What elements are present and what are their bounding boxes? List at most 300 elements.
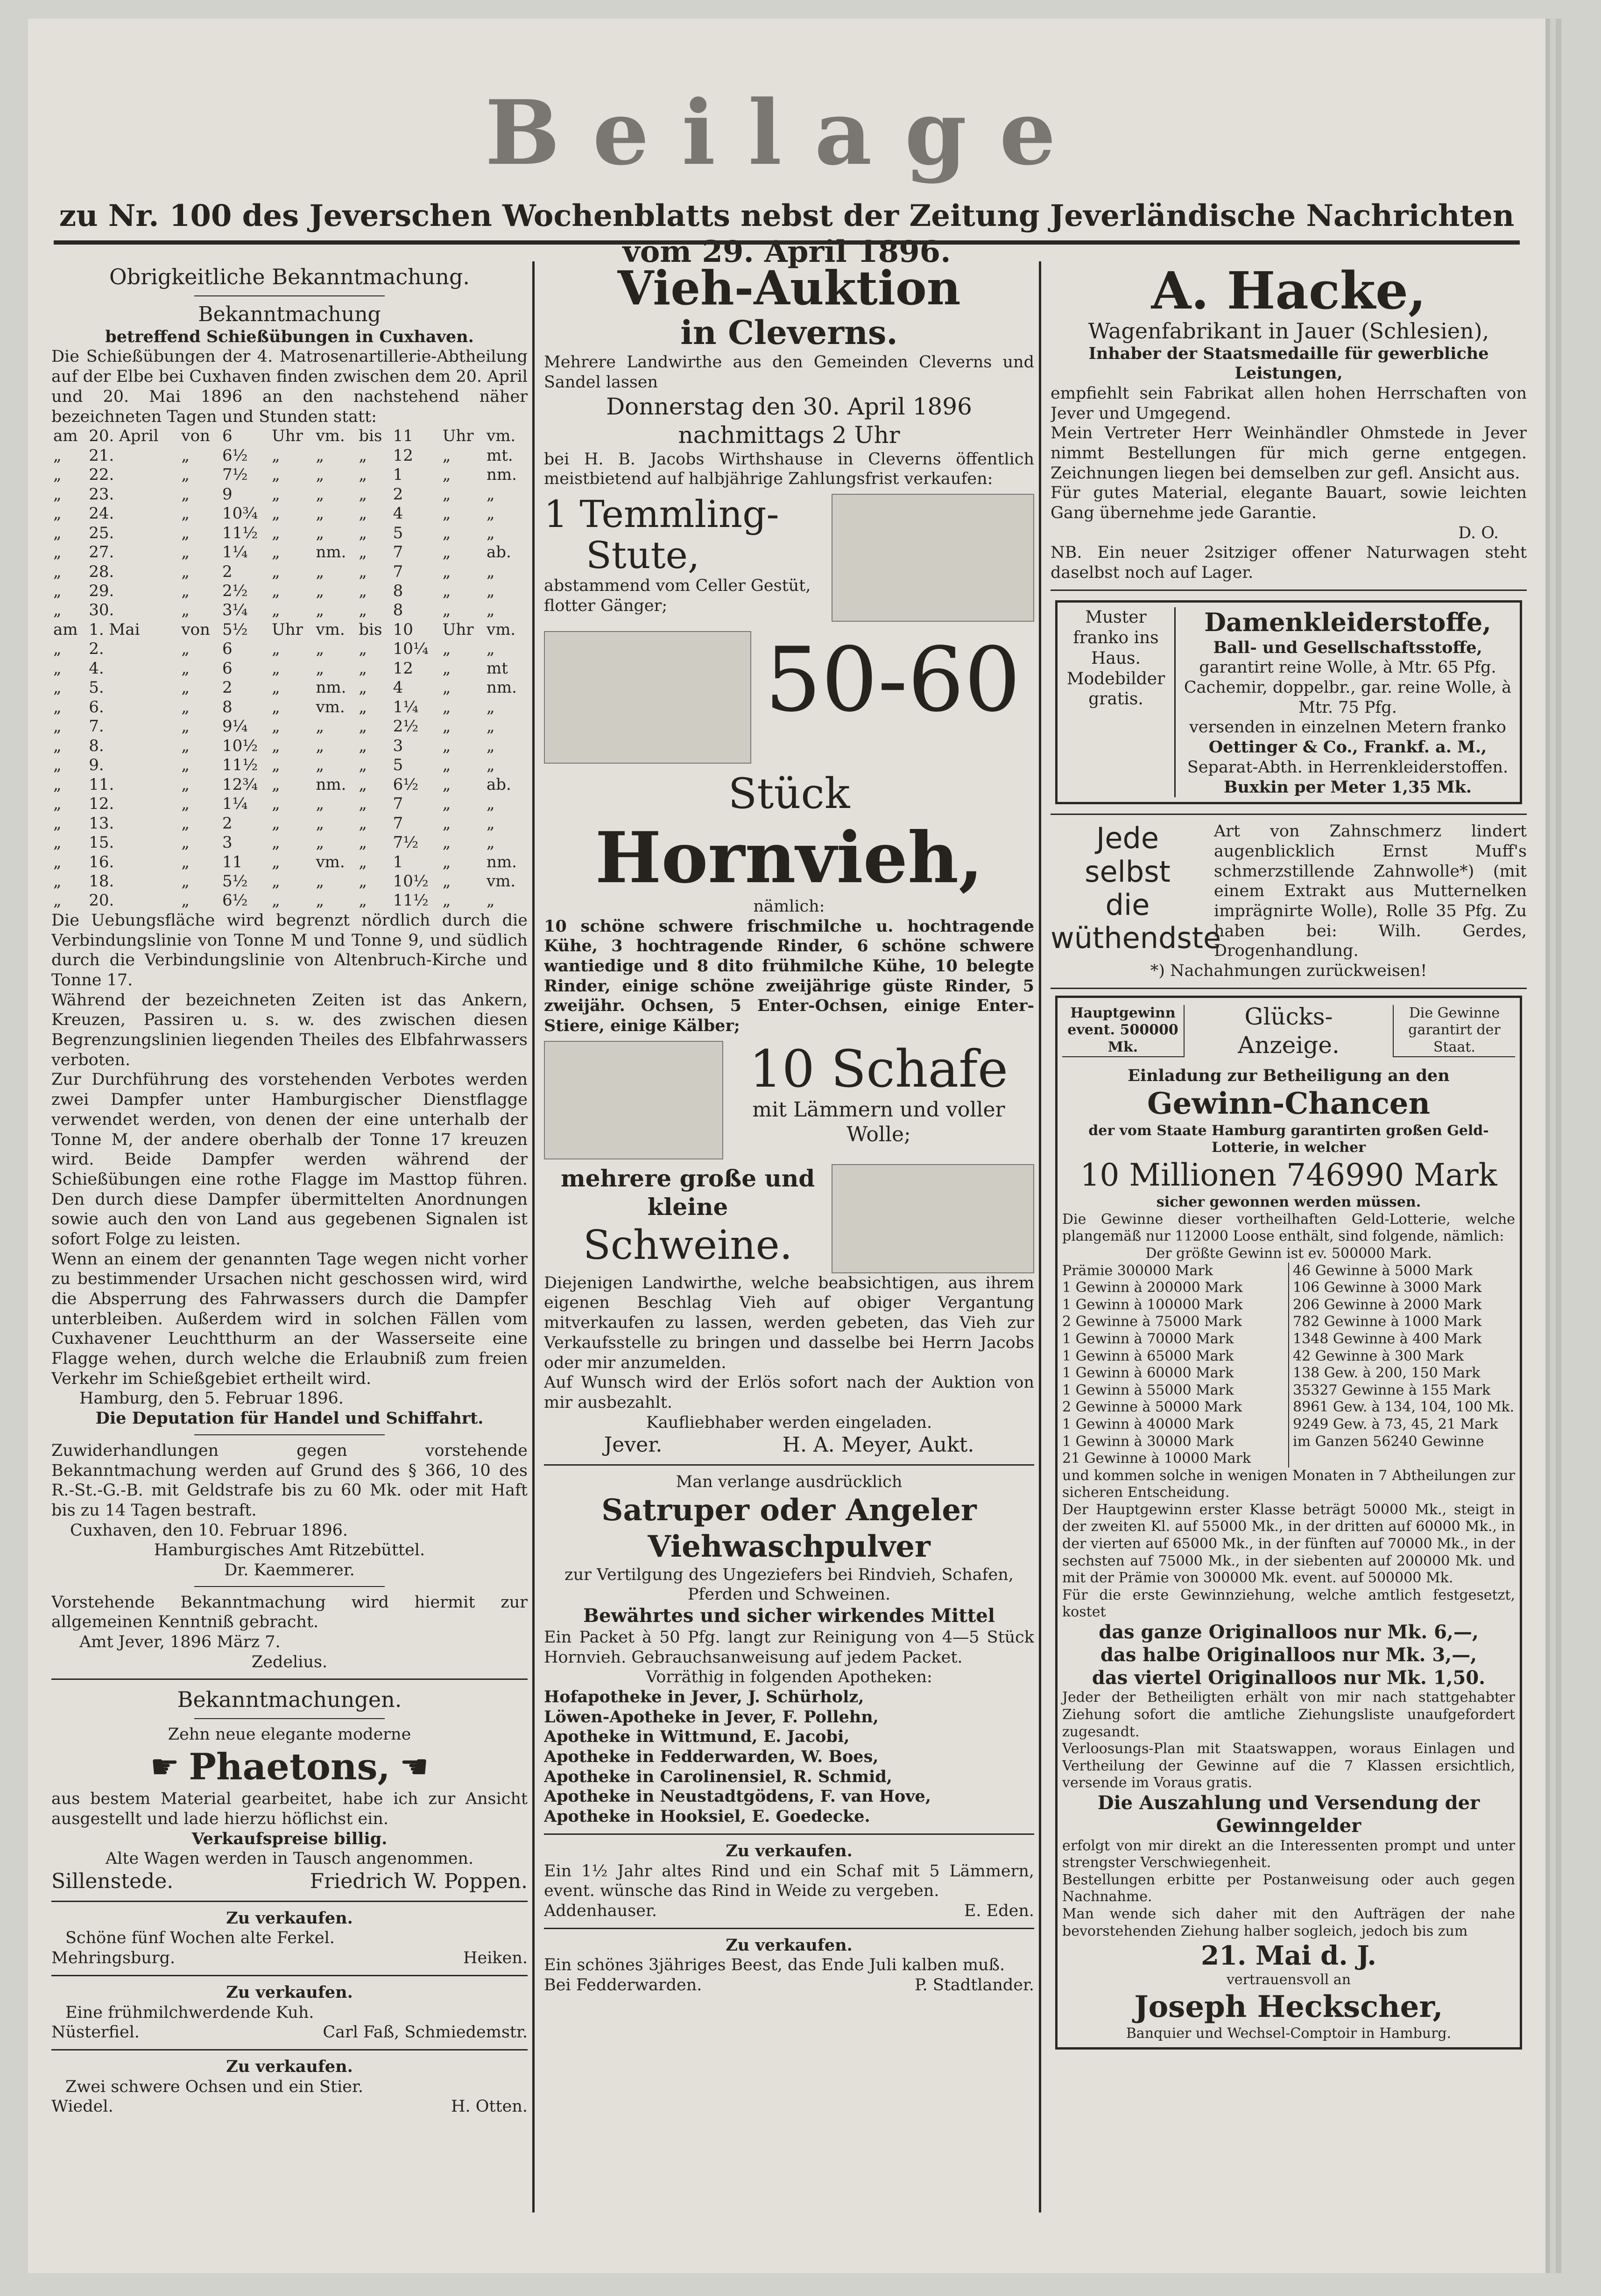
prize-row: 46 Gewinne à 5000 Mark	[1293, 1262, 1473, 1279]
schedule-cell: 10¾	[222, 504, 258, 523]
schedule-cell: „	[53, 639, 62, 659]
schedule-cell: „	[359, 891, 367, 910]
zahn-left-3: die	[1105, 887, 1150, 922]
schedule-cell: nm.	[316, 543, 346, 562]
schedule-cell: 7	[393, 814, 403, 833]
schedule-cell: 11½	[393, 891, 429, 910]
notice-para-5: Zuwiderhandlungen gegen vorstehende Bekanntmachung werden auf Grund des § 366, 10 des R.-St.-G.-B. mit Geldstrafe bis zu 60 Mk. oder mit Haft bis zu 14 Tagen bestraft.	[51, 1441, 528, 1520]
schedule-cell: 3	[393, 736, 403, 755]
schedule-cell: vm.	[486, 872, 516, 891]
zahn-left-1: Jede	[1096, 821, 1159, 856]
notice-date-2: Cuxhaven, den 10. Februar 1896.	[70, 1521, 348, 1540]
schedule-cell: „	[53, 523, 62, 542]
schedule-cell: 16.	[89, 852, 114, 871]
pharmacy-item: Apotheke in Neustadtgödens, F. van Hove,	[544, 1787, 931, 1806]
schedule-cell: 7½	[393, 833, 419, 852]
item1-c: abstammend vom Celler Gestüt, flotter Gänger;	[544, 576, 811, 615]
schedule-cell: „	[53, 581, 62, 600]
schedule-cell: „	[272, 601, 280, 620]
schedule-cell: 3¼	[222, 601, 248, 620]
lot-max: Der größte Gewinn ist ev. 500000 Mark.	[1145, 1245, 1432, 1262]
zahn-left-4: wüthendste	[1051, 921, 1221, 955]
schedule-cell: „	[53, 814, 62, 833]
schedule-row	[51, 678, 528, 697]
lot-p4: Für die erste Gewinnziehung, welche amtlich festgesetzt, kostet	[1062, 1587, 1515, 1621]
dk-text-5: Oettinger & Co., Frankf. a. M.,	[1208, 737, 1487, 757]
schedule-cell: „	[181, 697, 190, 716]
schedule-cell: „	[442, 601, 451, 620]
schedule-cell: nm.	[316, 678, 346, 697]
schedule-cell: 29.	[89, 581, 114, 600]
auction-intro: Mehrere Landwirthe aus den Gemeinden Cleverns und Sandel lassen	[544, 353, 1034, 392]
schedule-cell: „	[181, 639, 190, 659]
schedule-cell: „	[272, 504, 280, 523]
schedule-cell: 1	[393, 465, 403, 484]
schedule-cell: „	[181, 543, 190, 562]
schedule-table	[51, 427, 528, 911]
schedule-cell: 6½	[222, 446, 248, 465]
schedule-cell: „	[359, 659, 367, 678]
lottery-ad	[1055, 996, 1522, 2050]
toothache-ad	[1051, 822, 1527, 961]
schedule-cell: Uhr	[272, 620, 303, 639]
col2-sale2-place: Bei Fedderwarden.	[544, 1975, 702, 1994]
schedule-cell: „	[442, 891, 451, 910]
schedule-cell: „	[316, 465, 324, 484]
prize-row: 21 Gewinne à 10000 Mark	[1062, 1450, 1251, 1467]
schedule-cell: „	[359, 833, 367, 852]
schedule-cell: „	[53, 678, 62, 697]
sale3-name: H. Otten.	[451, 2097, 528, 2116]
lot-sure: sicher gewonnen werden müssen.	[1156, 1194, 1421, 1211]
schedule-cell: 8.	[89, 736, 104, 755]
schedule-cell: „	[53, 891, 62, 910]
schedule-cell: „	[316, 814, 324, 833]
schedule-cell: „	[181, 504, 190, 523]
schedule-cell: „	[53, 543, 62, 562]
schedule-cell: „	[53, 756, 62, 775]
item3-b: mit Lämmern und voller Wolle;	[752, 1097, 1005, 1147]
schedule-cell: „	[272, 775, 280, 794]
schedule-cell: „	[316, 891, 324, 910]
schedule-row	[51, 814, 528, 833]
schedule-cell: „	[272, 484, 280, 504]
schedule-row	[51, 872, 528, 891]
col2-sale1-name: E. Eden.	[964, 1901, 1034, 1920]
subtitle: zu Nr. 100 des Jeverschen Wochenblatts nebst der Zeitung Jeverländische Nachrichten vom 29. April 1896.	[59, 198, 1515, 269]
prize-row: 138 Gew. à 200, 150 Mark	[1293, 1365, 1481, 1382]
col2-sale2-name: P. Stadtlander.	[915, 1975, 1034, 1994]
schedule-cell: „	[272, 697, 280, 716]
item4-b: Schweine.	[583, 1222, 793, 1269]
sale1-head: Zu verkaufen.	[226, 1908, 353, 1928]
schedule-cell: nm.	[486, 852, 517, 871]
sale2-place: Nüsterfiel.	[51, 2023, 140, 2042]
schedule-cell: „	[181, 678, 190, 697]
schedule-cell: „	[53, 872, 62, 891]
lot-p1: Die Gewinne dieser vortheilhaften Geld-Lotterie, welche plangemäß nur 112000 Loose enthält, sind folgende, nämlich:	[1062, 1211, 1515, 1245]
powder-intro: Man verlange ausdrücklich	[676, 1472, 903, 1491]
schedule-cell: „	[272, 717, 280, 736]
auction-para-1: Diejenigen Landwirthe, welche beabsichtigen, aus ihrem eigenen Beschlag Vieh auf obiger Vergantung mitverkaufen zu lassen, werden gebeten, das Vieh zur Verkaufsstelle zu bringen und dasselbe bei Herrn Jacobs oder mir anzumelden.	[544, 1273, 1034, 1372]
schedule-cell: „	[359, 639, 367, 659]
schedule-cell: „	[442, 717, 451, 736]
schedule-cell: 12¾	[222, 775, 258, 794]
dk-text-1: Ball- und Gesellschaftsstoffe,	[1213, 638, 1482, 657]
schedule-cell: 4	[393, 504, 403, 523]
schedule-cell: 5	[393, 756, 403, 775]
schedule-row	[51, 543, 528, 562]
schedule-cell: „	[486, 601, 495, 620]
schedule-cell: „	[442, 775, 451, 794]
schedule-cell: „	[272, 872, 280, 891]
lot-name: Joseph Heckscher,	[1134, 1989, 1443, 2025]
schedule-cell: „	[181, 756, 190, 775]
schedule-cell: „	[442, 678, 451, 697]
schedule-cell: „	[359, 852, 367, 871]
pharmacy-item: Apotheke in Carolinensiel, R. Schmid,	[544, 1767, 892, 1786]
schedule-row	[51, 504, 528, 523]
item2-a: 50-60	[765, 628, 1021, 732]
lot-p3: Der Hauptgewinn erster Klasse beträgt 50000 Mk., steigt in der zweiten Kl. auf 55000 Mk., in der dritten auf 60000 Mk., in der vierten auf 65000 Mk., in der fünften auf 70000 Mk., in der sechsten auf 75000 Mk., in der siebenten auf 200000 Mk. und mit der Prämie von 300000 Mk. event. auf 500000 Mk.	[1062, 1501, 1515, 1587]
schedule-cell: „	[181, 891, 190, 910]
schedule-cell: „	[181, 581, 190, 600]
schedule-cell: 6½	[222, 891, 248, 910]
schedule-cell: ab.	[486, 543, 511, 562]
hacke-title: A. Hacke,	[1151, 264, 1426, 321]
schedule-cell: 5½	[222, 620, 248, 639]
lot-p7: erfolgt von mir direkt an die Interessenten prompt und unter strengster Verschwiegenheit.	[1062, 1837, 1515, 1871]
dk-text-2: garantirt reine Wolle, à Mtr. 65 Pfg.	[1199, 658, 1496, 677]
notice-sign-2: Hamburgisches Amt Ritzebüttel.	[154, 1541, 425, 1560]
prize-row: 35327 Gewinne à 155 Mark	[1293, 1382, 1491, 1398]
column-rule-1	[532, 261, 535, 2212]
pig-illustration	[832, 1164, 1034, 1273]
lot-h2: Die Auszahlung und Versendung der Gewinngelder	[1097, 1792, 1480, 1837]
prize-row: 1 Gewinn à 55000 Mark	[1062, 1382, 1234, 1398]
auction-title: Vieh-Auktion	[617, 264, 961, 316]
schedule-row	[51, 698, 528, 717]
sale1-text: Schöne fünf Wochen alte Ferkel.	[65, 1929, 335, 1948]
schedule-cell: „	[442, 543, 451, 562]
prize-table	[1062, 1263, 1515, 1467]
schedule-cell: „	[316, 756, 324, 775]
schedule-cell: „	[359, 736, 367, 755]
hacke-p2: Mein Vertreter Herr Weinhändler Ohmstede in Jever nimmt Bestellungen für mich gerne entgegen. Zeichnungen liegen bei demselben zur gefl. Ansicht aus.	[1051, 424, 1527, 483]
notice-sign-1: Die Deputation für Handel und Schiffahrt.	[95, 1409, 484, 1428]
schedule-cell: 5	[393, 523, 403, 542]
schedule-row	[51, 833, 528, 852]
notice-sign-3: Zedelius.	[251, 1652, 328, 1671]
schedule-row	[51, 639, 528, 659]
notice-para-6: Vorstehende Bekanntmachung wird hiermit zur allgemeinen Kenntniß gebracht.	[51, 1593, 528, 1632]
dk-text-7: Buxkin per Meter 1,35 Mk.	[1223, 777, 1472, 797]
schedule-cell: 7.	[89, 717, 104, 736]
schedule-row	[51, 446, 528, 465]
schedule-cell: 2.	[89, 639, 104, 659]
schedule-cell: „	[181, 814, 190, 833]
schedule-cell: „	[442, 794, 451, 814]
prize-row: 1348 Gewinne à 400 Mark	[1293, 1330, 1482, 1347]
schedule-cell: „	[359, 697, 367, 716]
pharmacy-list	[544, 1687, 1034, 1827]
schedule-cell: 11	[393, 427, 413, 446]
lot-p5: Jeder der Betheiligten erhält von mir nach stattgehabter Ziehung sofort die amtliche Ziehungsliste unaufgefordert zugesandt.	[1062, 1689, 1515, 1740]
schedule-cell: 10	[393, 620, 413, 639]
schedule-cell: Uhr	[272, 427, 303, 446]
schedule-cell: 6	[222, 639, 233, 659]
item2-b: Stück	[728, 769, 850, 819]
schedule-cell: „	[442, 504, 451, 523]
schedule-cell: „	[53, 852, 62, 871]
prize-row: 42 Gewinne à 300 Mark	[1293, 1348, 1464, 1364]
schedule-cell: 7½	[222, 465, 248, 484]
schedule-cell: „	[272, 833, 280, 852]
schedule-cell: 27.	[89, 543, 114, 562]
schedule-row	[51, 794, 528, 814]
schedule-cell: „	[272, 465, 280, 484]
item2-e: 10 schöne schwere frischmilche u. hochtragende Kühe, 3 hochtragende Rinder, 6 schöne schwere wantiedige und 8 dito frühmilche Kühe, 10 belegte Rinder, einige schöne zweijährige güste Rinder, 5 zweijähr. Ochsen, 5 Enter-Ochsen, einige Enter-Stiere, einige Kälber;	[544, 916, 1034, 1036]
horse-illustration	[832, 494, 1034, 622]
schedule-cell: „	[442, 484, 451, 504]
schedule-cell: „	[359, 562, 367, 581]
schedule-cell: 11½	[222, 756, 258, 775]
powder-title-2: Viehwaschpulver	[648, 1529, 931, 1564]
hacke-sign: D. O.	[1458, 523, 1499, 542]
schedule-cell: „	[359, 872, 367, 891]
schedule-cell: „	[442, 697, 451, 716]
schedule-cell: „	[272, 581, 280, 600]
schedule-cell: „	[442, 756, 451, 775]
schedule-cell: „	[442, 523, 451, 542]
schedule-cell: „	[442, 852, 451, 871]
lot-box-3: Die Gewinne garantirt der Staat.	[1393, 1005, 1515, 1057]
notice-subtitle: betreffend Schießübungen in Cuxhaven.	[105, 327, 474, 346]
schedule-cell: „	[53, 833, 62, 852]
schedule-cell: „	[53, 465, 62, 484]
hacke-award: Inhaber der Staatsmedaille für gewerbliche Leistungen,	[1088, 344, 1489, 383]
schedule-cell: „	[316, 562, 324, 581]
lot-box-2: Glücks-Anzeige.	[1238, 1003, 1340, 1059]
schedule-cell: 1¼	[393, 697, 419, 716]
powder-avail: Vorräthig in folgenden Apotheken:	[646, 1668, 932, 1687]
column-2	[544, 264, 1034, 2236]
schedule-cell: „	[272, 523, 280, 542]
auction-time: nachmittags 2 Uhr	[678, 421, 900, 449]
prize-row: 1 Gewinn à 60000 Mark	[1062, 1365, 1234, 1382]
schedule-cell: Uhr	[442, 427, 474, 446]
schedule-cell: vm.	[316, 697, 345, 716]
schedule-cell: „	[272, 543, 280, 562]
schedule-cell: „	[53, 601, 62, 620]
lot-invitation: Einladung zur Betheiligung an den	[1128, 1066, 1450, 1085]
schedule-cell: „	[53, 697, 62, 716]
schedule-cell: 2½	[222, 581, 248, 600]
lot-trust: vertrauensvoll an	[1226, 1972, 1351, 1988]
schedule-row	[51, 775, 528, 794]
cow-illustration	[544, 631, 751, 764]
schedule-cell: „	[442, 639, 451, 659]
prize-row: 1 Gewinn à 65000 Mark	[1062, 1348, 1234, 1364]
schedule-cell: „	[486, 697, 495, 716]
schedule-cell: „	[272, 678, 280, 697]
schedule-row	[51, 427, 528, 446]
schedule-cell: „	[53, 659, 62, 678]
schedule-cell: „	[272, 736, 280, 755]
schedule-cell: 8	[222, 697, 233, 716]
schedule-cell: 18.	[89, 872, 114, 891]
column-1	[51, 264, 528, 2236]
dk-text-6: Separat-Abth. in Herrenkleiderstoffen.	[1187, 758, 1509, 777]
hacke-sub: Wagenfabrikant in Jauer (Schlesien),	[1088, 318, 1489, 344]
phaetons-title: Phaetons,	[189, 1746, 390, 1789]
item4-a: mehrere große und kleine	[560, 1164, 815, 1221]
schedule-cell: „	[486, 523, 495, 542]
pointing-hand-right-icon: ☚	[399, 1748, 429, 1786]
schedule-cell: „	[486, 814, 495, 833]
schedule-cell: 2	[222, 814, 233, 833]
dk-title: Damenkleiderstoffe,	[1204, 607, 1491, 637]
schedule-cell: 9¼	[222, 717, 248, 736]
schedule-cell: von	[181, 620, 210, 639]
phaetons-note: Alte Wagen werden in Tausch angenommen.	[105, 1849, 474, 1868]
notice-date-3: Amt Jever, 1896 März 7.	[79, 1633, 281, 1651]
schedule-cell: „	[272, 659, 280, 678]
prize-row: Prämie 300000 Mark	[1062, 1262, 1213, 1279]
schedule-cell: „	[181, 852, 190, 871]
schedule-cell: „	[359, 543, 367, 562]
pointing-hand-left-icon: ☛	[150, 1748, 180, 1786]
schedule-cell: 9	[222, 484, 233, 504]
schedule-row	[51, 562, 528, 582]
item1-b: Stute,	[586, 534, 700, 577]
schedule-cell: „	[442, 446, 451, 465]
schedule-cell: 24.	[89, 504, 114, 523]
schedule-row	[51, 853, 528, 872]
schedule-cell: „	[316, 523, 324, 542]
schedule-cell: vm.	[486, 427, 516, 446]
schedule-cell: „	[316, 504, 324, 523]
schedule-cell: mt	[486, 659, 508, 678]
phaetons-place: Sillenstede.	[51, 1869, 174, 1894]
schedule-cell: „	[53, 484, 62, 504]
notice-para-2: Während der bezeichneten Zeiten ist das Ankern, Kreuzen, Passiren u. s. w. des zwischen diesen Begrenzungslinien liegenden Theiles des Elbfahrwassers verboten.	[51, 990, 528, 1069]
schedule-row	[51, 756, 528, 775]
prize-row: 1 Gewinn à 70000 Mark	[1062, 1330, 1234, 1347]
schedule-cell: ab.	[486, 775, 511, 794]
schedule-cell: „	[442, 872, 451, 891]
sale3-place: Wiedel.	[51, 2097, 113, 2116]
prize-row: 206 Gewinne à 2000 Mark	[1293, 1296, 1482, 1313]
lot-amount: 10 Millionen 746990 Mark	[1080, 1157, 1497, 1193]
schedule-cell: „	[359, 446, 367, 465]
schedule-row	[51, 601, 528, 620]
schedule-cell: „	[316, 794, 324, 814]
hacke-nb: NB. Ein neuer 2sitziger offener Naturwagen steht daselbst noch auf Lager.	[1051, 543, 1527, 583]
lot-price-3: das viertel Originalloos nur Mk. 1,50.	[1092, 1666, 1486, 1689]
schedule-cell: „	[359, 756, 367, 775]
schedule-cell: von	[181, 427, 210, 446]
schedule-cell: 8	[393, 601, 403, 620]
schedule-cell: Uhr	[442, 620, 474, 639]
schedule-cell: „	[359, 814, 367, 833]
prize-row: 782 Gewinne à 1000 Mark	[1293, 1313, 1482, 1330]
schedule-cell: „	[316, 659, 324, 678]
schedule-cell: 5.	[89, 678, 104, 697]
phaetons-name: Friedrich W. Poppen.	[310, 1869, 528, 1894]
auction-place-title: in Cleverns.	[680, 313, 898, 352]
schedule-cell: „	[359, 581, 367, 600]
zahn-right: Art von Zahnschmerz lindert augenblicklich Ernst Muff's schmerzstillende Zahnwolle*) (mit einem Extrakt aus Mutternelken imprägnirte Wolle), Rolle 35 Pfg. Zu haben bei: Wilh. Gerdes, Drogenhandlung.	[1214, 822, 1527, 961]
notice-intro: Die Schießübungen der 4. Matrosenartillerie-Abtheilung auf der Elbe bei Cuxhaven finden zwischen dem 20. April und 20. Mai 1896 an den nachstehend näher bezeichneten Tagen und Stunden statt:	[51, 347, 528, 426]
schedule-cell: „	[486, 717, 495, 736]
schedule-cell: „	[181, 465, 190, 484]
prize-row: im Ganzen 56240 Gewinne	[1293, 1433, 1484, 1450]
notice-para-3: Zur Durchführung des vorstehenden Verbotes werden zwei Dampfer unter Hamburgischer Dienstflagge verwendet werden, von denen der eine unterhalb der Tonne M, der andere oberhalb der Tonne 17 kreuzen wird. Beide Dampfer werden während der Schießübungen eine rothe Flagge im Masttop führen. Den durch diese Dampfer übermittelten Anordnungen sowie auch den von Land aus gegebenen Signalen ist sofort Folge zu leisten.	[51, 1070, 528, 1249]
schedule-cell: „	[316, 484, 324, 504]
schedule-cell: „	[442, 833, 451, 852]
schedule-cell: nm.	[316, 775, 346, 794]
pharmacy-item: Apotheke in Hooksiel, E. Goedecke.	[544, 1807, 870, 1826]
ads-heading: Bekanntmachungen.	[177, 1687, 402, 1713]
lot-box-1: Hauptgewinn event. 500000 Mk.	[1062, 1005, 1185, 1057]
schedule-cell: „	[181, 872, 190, 891]
schedule-cell: 7	[393, 562, 403, 581]
schedule-cell: „	[181, 794, 190, 814]
schedule-cell: „	[272, 814, 280, 833]
schedule-cell: „	[272, 891, 280, 910]
prize-row: 1 Gewinn à 200000 Mark	[1062, 1279, 1243, 1296]
schedule-cell: „	[316, 833, 324, 852]
schedule-cell: „	[181, 833, 190, 852]
schedule-cell: „	[53, 717, 62, 736]
prize-row: 2 Gewinne à 75000 Mark	[1062, 1313, 1242, 1330]
powder-claim: Bewährtes und sicher wirkendes Mittel	[583, 1605, 995, 1627]
item1-a: 1 Temmling-	[544, 492, 779, 536]
schedule-cell: „	[53, 562, 62, 581]
newspaper-page	[28, 19, 1545, 2273]
schedule-cell: „	[181, 775, 190, 794]
schedule-cell: „	[486, 756, 495, 775]
schedule-cell: 20.	[89, 891, 114, 910]
schedule-cell: „	[316, 581, 324, 600]
schedule-cell: „	[359, 678, 367, 697]
hacke-p1: empfiehlt sein Fabrikat allen hohen Herrschaften von Jever und Umgegend.	[1051, 384, 1527, 423]
notice-para-4: Wenn an einem der genannten Tage wegen nicht vorher zu bestimmender Ursachen nicht geschossen wird, wird die Absperrung des Fahrwassers durch die Dampfer unterbleiben. Außerdem wird in solchen Fällen vom Cuxhavener Leuchtthurm an der Wasserseite eine Flagge wehen, durch welche die Erlaubniß zum freien Verkehr im Schießgebiet ertheilt wird.	[51, 1250, 528, 1388]
schedule-cell: 6	[222, 659, 233, 678]
auction-para-2: Auf Wunsch wird der Erlös sofort nach der Auktion von mir ausbezahlt.	[544, 1373, 1034, 1412]
notice-date-1: Hamburg, den 5. Februar 1896.	[79, 1389, 344, 1408]
schedule-cell: 2½	[393, 717, 419, 736]
sheep-illustration	[544, 1041, 723, 1159]
schedule-cell: „	[53, 446, 62, 465]
schedule-cell: 4	[393, 678, 403, 697]
schedule-row	[51, 620, 528, 639]
schedule-cell: „	[359, 504, 367, 523]
prize-row: 1 Gewinn à 40000 Mark	[1062, 1416, 1234, 1432]
schedule-cell: „	[316, 639, 324, 659]
lot-date: 21. Mai d. J.	[1201, 1940, 1376, 1972]
prize-row: 8961 Gew. à 134, 104, 100 Mk.	[1293, 1399, 1515, 1416]
schedule-cell: 6	[222, 427, 233, 446]
auction-para-3: Kaufliebhaber werden eingeladen.	[646, 1413, 932, 1432]
schedule-cell: „	[359, 794, 367, 814]
lot-p2: und kommen solche in wenigen Monaten in 7 Abtheilungen zur sicheren Entscheidung.	[1062, 1467, 1515, 1501]
hacke-p3: Für gutes Material, elegante Bauart, sowie leichten Gang übernehme jede Garantie.	[1051, 484, 1527, 523]
schedule-cell: 6½	[393, 775, 419, 794]
schedule-cell: nm.	[486, 678, 517, 697]
schedule-cell: 25.	[89, 523, 114, 542]
